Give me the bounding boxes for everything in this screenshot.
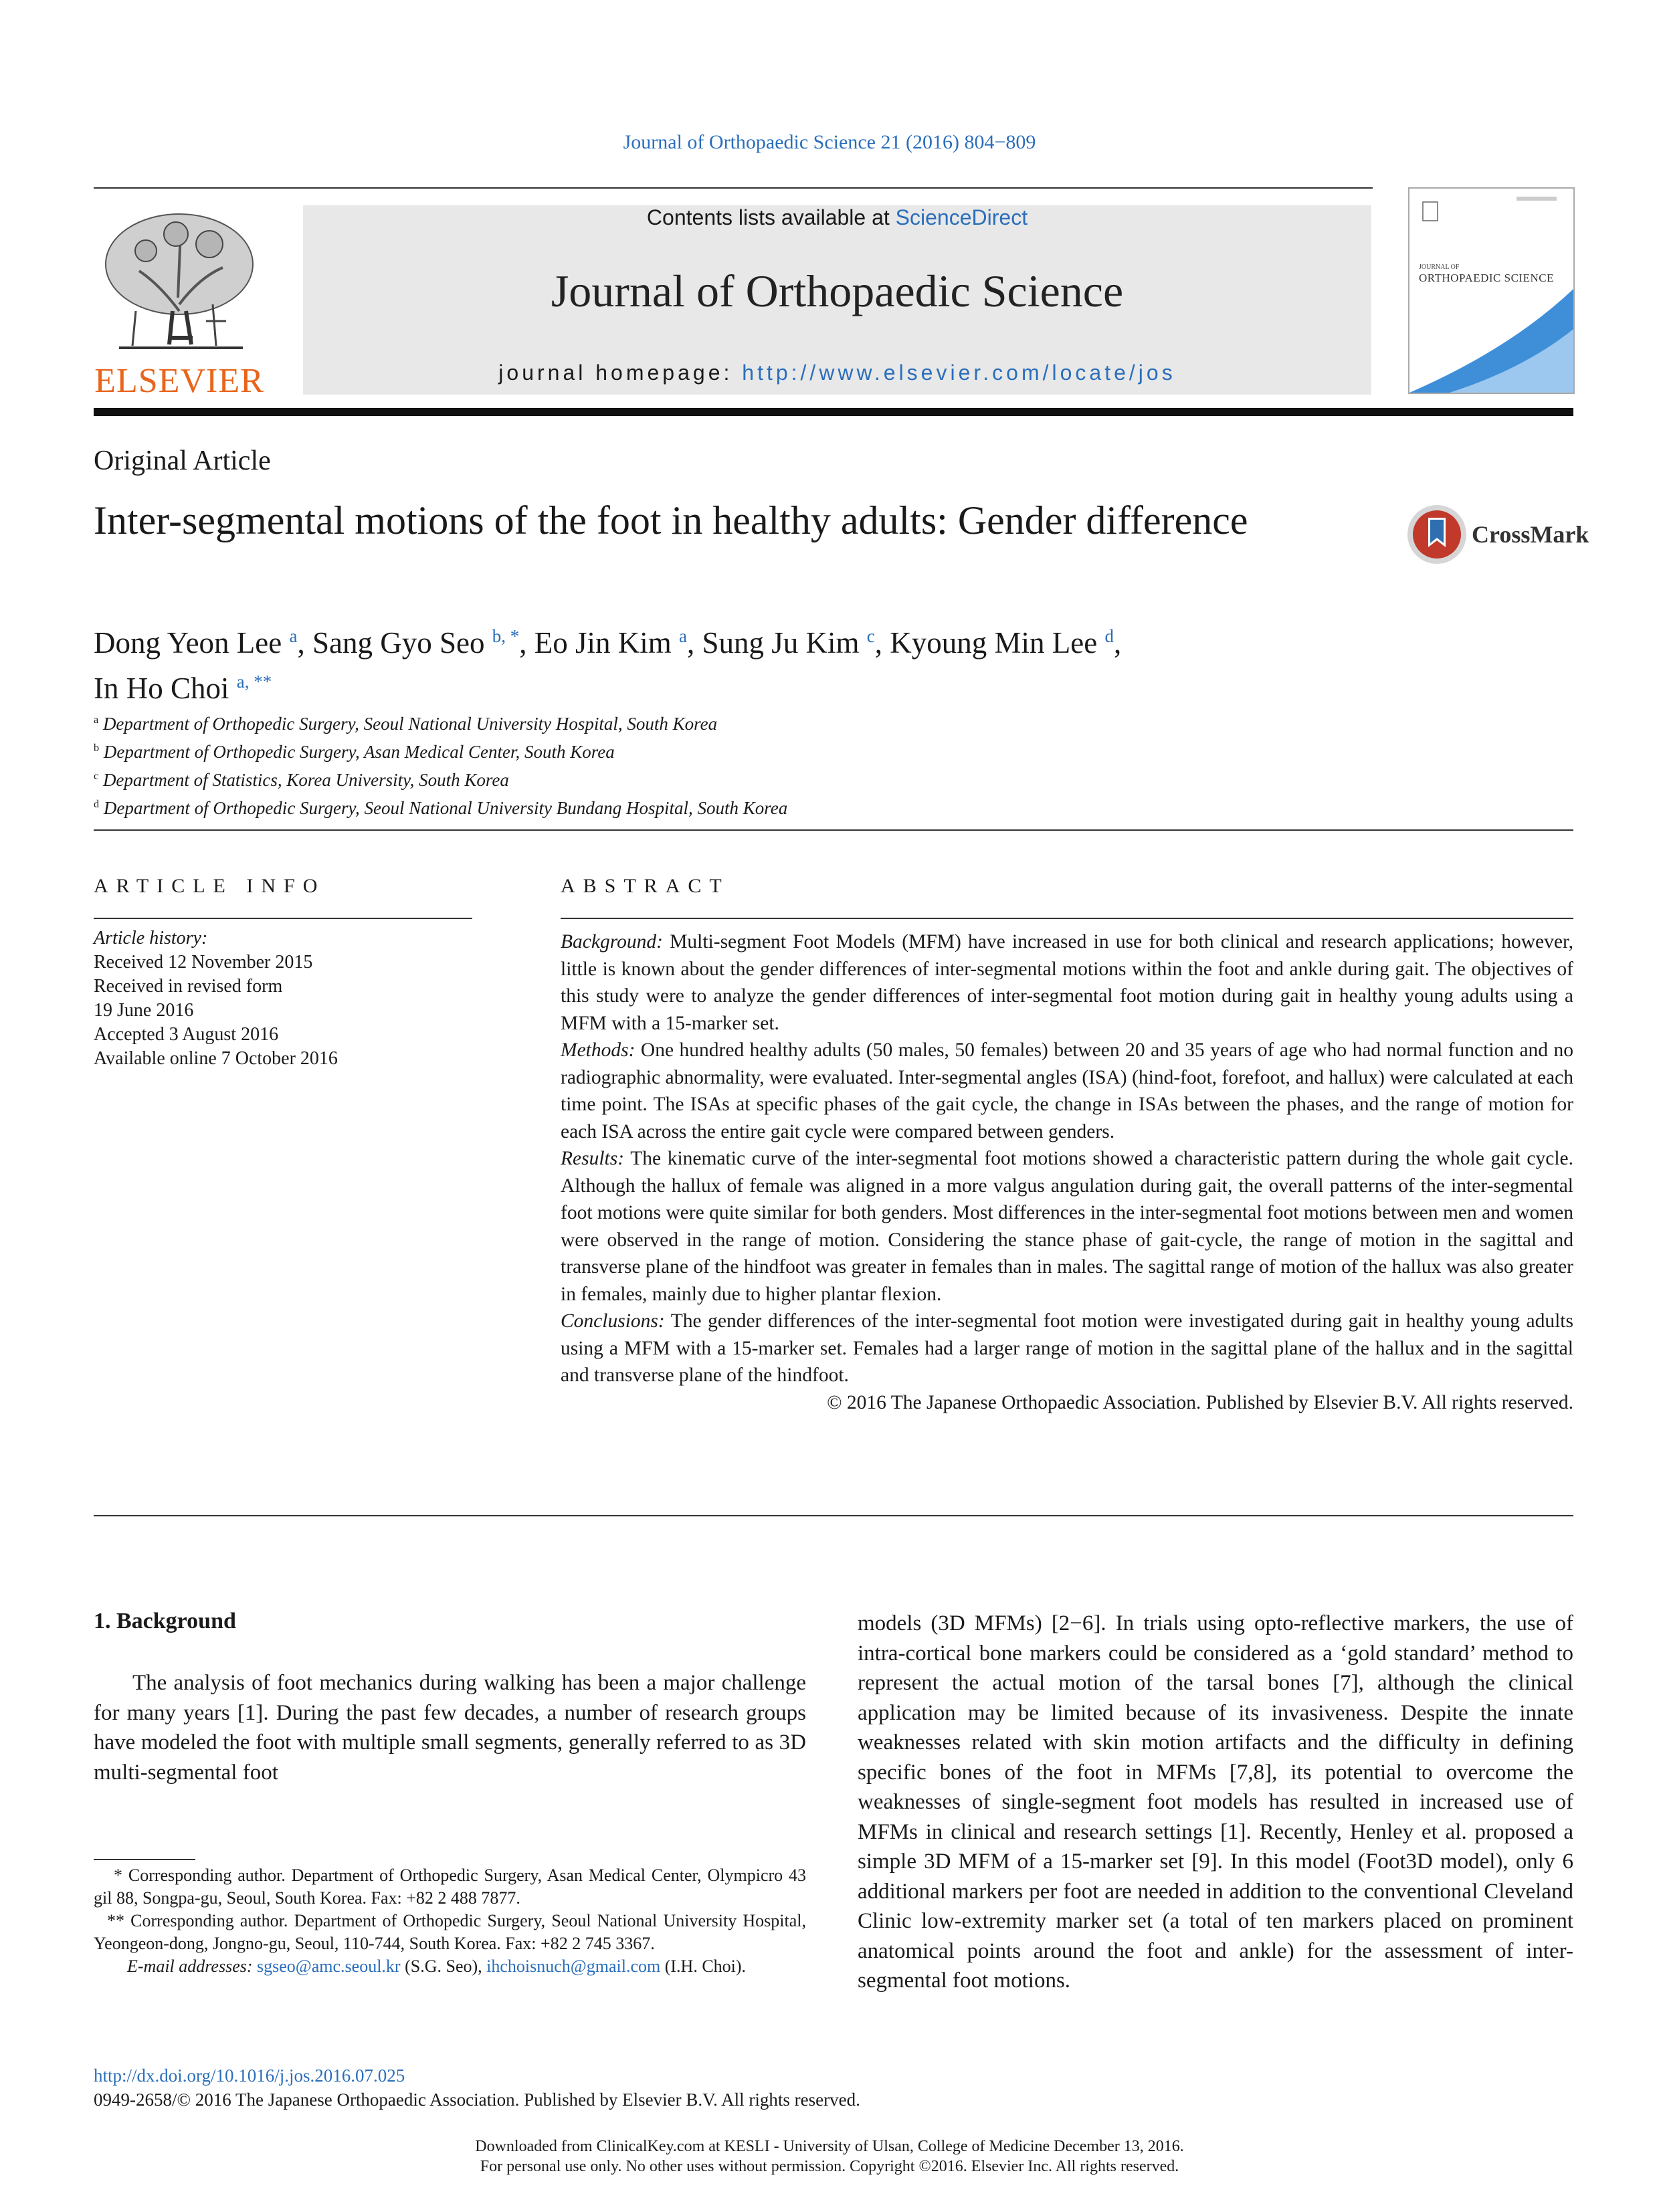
- abstract-body: [561, 928, 1573, 1416]
- cover-title-line2: ORTHOPAEDIC SCIENCE: [1419, 272, 1554, 284]
- author-5[interactable]: Kyoung Min Lee $^d$: [890, 626, 1114, 660]
- author-4[interactable]: Sung Ju Kim $^c$: [702, 626, 875, 660]
- author-list: Dong Yeon Lee $^a$, Sang Gyo Seo $^{b, *}$, Eo Jin Kim $^a$, Sung Ju Kim $^c$, Kyoung Min Lee $^d$, In Ho Choi $^{a, **}$: [94, 626, 1122, 705]
- affiliation-d: $^d$ Department of Orthopedic Surgery, Seoul National University Bundang Hospital, South Korea: [94, 798, 788, 818]
- abstract-rule: [561, 918, 1573, 919]
- author-4-affil[interactable]: c: [866, 626, 875, 646]
- doi-link[interactable]: http://dx.doi.org/10.1016/j.jos.2016.07.025: [94, 2066, 405, 2086]
- history-online: Available online 7 October 2016: [94, 1048, 338, 1069]
- abstract-background: Background: Multi-segment Foot Models (MFM) have increased in use for both clinical and research applications; however, little is known about the gender differences of inter-segmental motions within the foot and ankle during gait. The objectives of this study were to analyze the gender differences of inter-segmental foot motion during gait in healthy young adults using a MFM with a 15-marker set.: [561, 931, 1573, 1034]
- contents-prefix: Contents lists available at: [646, 205, 896, 229]
- homepage-line: [303, 361, 1371, 385]
- section-heading-background: 1. Background: [94, 1609, 236, 1633]
- article-type: Original Article: [94, 445, 271, 476]
- download-line-1: Downloaded from ClinicalKey.com at KESLI - University of Ulsan, College of Medicine December 13, 2016.: [475, 2138, 1184, 2155]
- abstract-results: Results: The kinematic curve of the inter-segmental foot motions showed a characteristic pattern during the whole gait cycle. Although the hallux of female was aligned in a more valgus angulation during gait, the overall patterns of the inter-segmental foot motions were quite similar for both genders. Most differences in the inter-segmental foot motions between men and women were observed in the range of motion. Considering the stance phase of gait-cycle, the range of motion in the sagittal and transverse plane of the hindfoot was greater in females than in males. The sagittal range of motion of the hallux was also greater in females, mainly due to higher plantar flexion.: [561, 1148, 1573, 1305]
- footnote-emails: E-mail addresses: sgseo@amc.seoul.kr (S.G. Seo), ihchoisnuch@gmail.com (I.H. Choi).: [127, 1956, 747, 1976]
- history-label: Article history:: [94, 928, 208, 948]
- footnote-corresponding-1: * Corresponding author. Department of Orthopedic Surgery, Asan Medical Center, Olympicro 43 gil 88, Songpa-gu, Seoul, South Korea. Fax: +82 2 488 7877.: [94, 1866, 806, 1908]
- cover-title-line1: JOURNAL OF: [1419, 264, 1460, 271]
- abstract-conclusions: Conclusions: The gender differences of the inter-segmental foot motion were investigated during gait in healthy young adults using a MFM with a 15-marker set. Females had a larger range of motion in the sagittal plane of the hallux and in the sagittal and transverse plane of the hindfoot.: [561, 1310, 1573, 1386]
- author-6[interactable]: In Ho Choi $^{a, **}$: [94, 672, 272, 705]
- download-line-2: For personal use only. No other uses without permission. Copyright ©2016. Elsevier Inc. All rights reserved.: [480, 2158, 1179, 2175]
- header-rule: [94, 187, 1373, 189]
- sciencedirect-link[interactable]: ScienceDirect: [895, 205, 1028, 229]
- history-revised: Received in revised form: [94, 976, 283, 997]
- abstract-heading: ABSTRACT: [561, 875, 730, 897]
- affiliations: [94, 708, 1365, 820]
- crossmark-badge[interactable]: [1405, 503, 1589, 567]
- author-3[interactable]: Eo Jin Kim $^a$: [534, 626, 687, 660]
- body-column-1: The analysis of foot mechanics during walking has been a major challenge for many years [1]. During the past few decades, a number of research groups have modeled the foot with multiple small segments, generally referred to as 3D multi-segmental foot: [94, 1671, 806, 1785]
- author-6-affil[interactable]: a, **: [236, 672, 272, 692]
- email-link-seo[interactable]: sgseo@amc.seoul.kr: [257, 1956, 401, 1976]
- crossmark-label: CrossMark: [1472, 521, 1589, 548]
- journal-cover-thumbnail[interactable]: [1408, 187, 1575, 394]
- footnote-corresponding-2: ** Corresponding author. Department of Orthopedic Surgery, Seoul National University Hospital, Yeongeon-dong, Jongno-gu, Seoul, 110-744, South Korea. Fax: +82 2 745 3367.: [94, 1911, 806, 1953]
- issn-line: 0949-2658/© 2016 The Japanese Orthopaedic Association. Published by Elsevier B.V. All rights reserved.: [94, 2090, 860, 2110]
- author-5-affil[interactable]: d: [1104, 626, 1114, 646]
- history-accepted: Accepted 3 August 2016: [94, 1024, 279, 1045]
- contents-line: [303, 205, 1371, 230]
- footnote-rule: [94, 1859, 195, 1860]
- author-2-affil[interactable]: b, *: [492, 626, 520, 646]
- article-info-heading: ARTICLE INFO: [94, 875, 326, 897]
- journal-reference[interactable]: Journal of Orthopaedic Science 21 (2016) 804−809: [623, 131, 1036, 153]
- abstract-rule-bottom: [94, 1515, 1573, 1516]
- header-thick-rule: [94, 408, 1573, 416]
- author-1-affil[interactable]: a: [289, 626, 298, 646]
- abstract-methods: Methods: One hundred healthy adults (50 males, 50 females) between 20 and 35 years of age who had normal function and no radiographic abnormality, were evaluated. Inter-segmental angles (ISA) (hind-foot, forefoot, and hallux) were calculated at each time point. The ISAs at specific phases of the gait cycle, the change in ISAs between the phases, and the range of motion for each ISA across the entire gait cycle were compared between genders.: [561, 1039, 1574, 1142]
- author-1[interactable]: Dong Yeon Lee $^a$: [94, 626, 298, 660]
- article-info-rule: [94, 918, 472, 919]
- author-3-affil[interactable]: a: [678, 626, 687, 646]
- journal-title: Journal of Orthopaedic Science: [551, 266, 1124, 316]
- homepage-prefix: journal homepage:: [498, 361, 743, 385]
- homepage-link[interactable]: http://www.elsevier.com/locate/jos: [742, 361, 1176, 385]
- download-notice: [0, 2136, 1659, 2177]
- author-2[interactable]: Sang Gyo Seo $^{b, *}$: [312, 626, 520, 660]
- history-received: Received 12 November 2015: [94, 952, 313, 973]
- footnotes: [94, 1864, 806, 1978]
- affiliation-c: $^c$ Department of Statistics, Korea University, South Korea: [94, 770, 509, 790]
- body-column-2: models (3D MFMs) [2−6]. In trials using opto-reflective markers, the use of intra-cortical bone markers could be considered as a ‘gold standard’ method to represent the actual motion of the tarsal bones [7], although the clinical application may be limited because of its invasiveness. Despite the innate weaknesses related with skin motion artifacts and the difficulty in defining specific bones of the foot in MFMs [7,8], its potential to overcome the weaknesses of single-segment foot models has resulted in increased use of MFMs in clinical and research settings [1]. Recently, Henley et al. proposed a simple 3D MFM of a 15-marker set [9]. In this model (Foot3D model), only 6 additional markers per foot are needed in addition to the conventional Cleveland Clinic low-extremity marker set (a total of ten markers placed on prominent anatomical points around the foot and ankle) for the assessment of inter-segmental foot motions.: [858, 1611, 1573, 1993]
- article-title: Inter-segmental motions of the foot in healthy adults: Gender difference: [94, 498, 1248, 542]
- affiliation-b: $^b$ Department of Orthopedic Surgery, Asan Medical Center, South Korea: [94, 742, 615, 762]
- email-link-choi[interactable]: ihchoisnuch@gmail.com: [486, 1956, 661, 1976]
- history-revised-date: 19 June 2016: [94, 1000, 194, 1021]
- affiliation-a: $^a$ Department of Orthopedic Surgery, Seoul National University Hospital, South Korea: [94, 714, 718, 734]
- abstract-copyright: © 2016 The Japanese Orthopaedic Association. Published by Elsevier B.V. All rights reserved.: [827, 1391, 1573, 1413]
- elsevier-wordmark: ELSEVIER: [94, 362, 264, 400]
- affiliation-rule: [94, 829, 1573, 831]
- article-history: [94, 926, 468, 1071]
